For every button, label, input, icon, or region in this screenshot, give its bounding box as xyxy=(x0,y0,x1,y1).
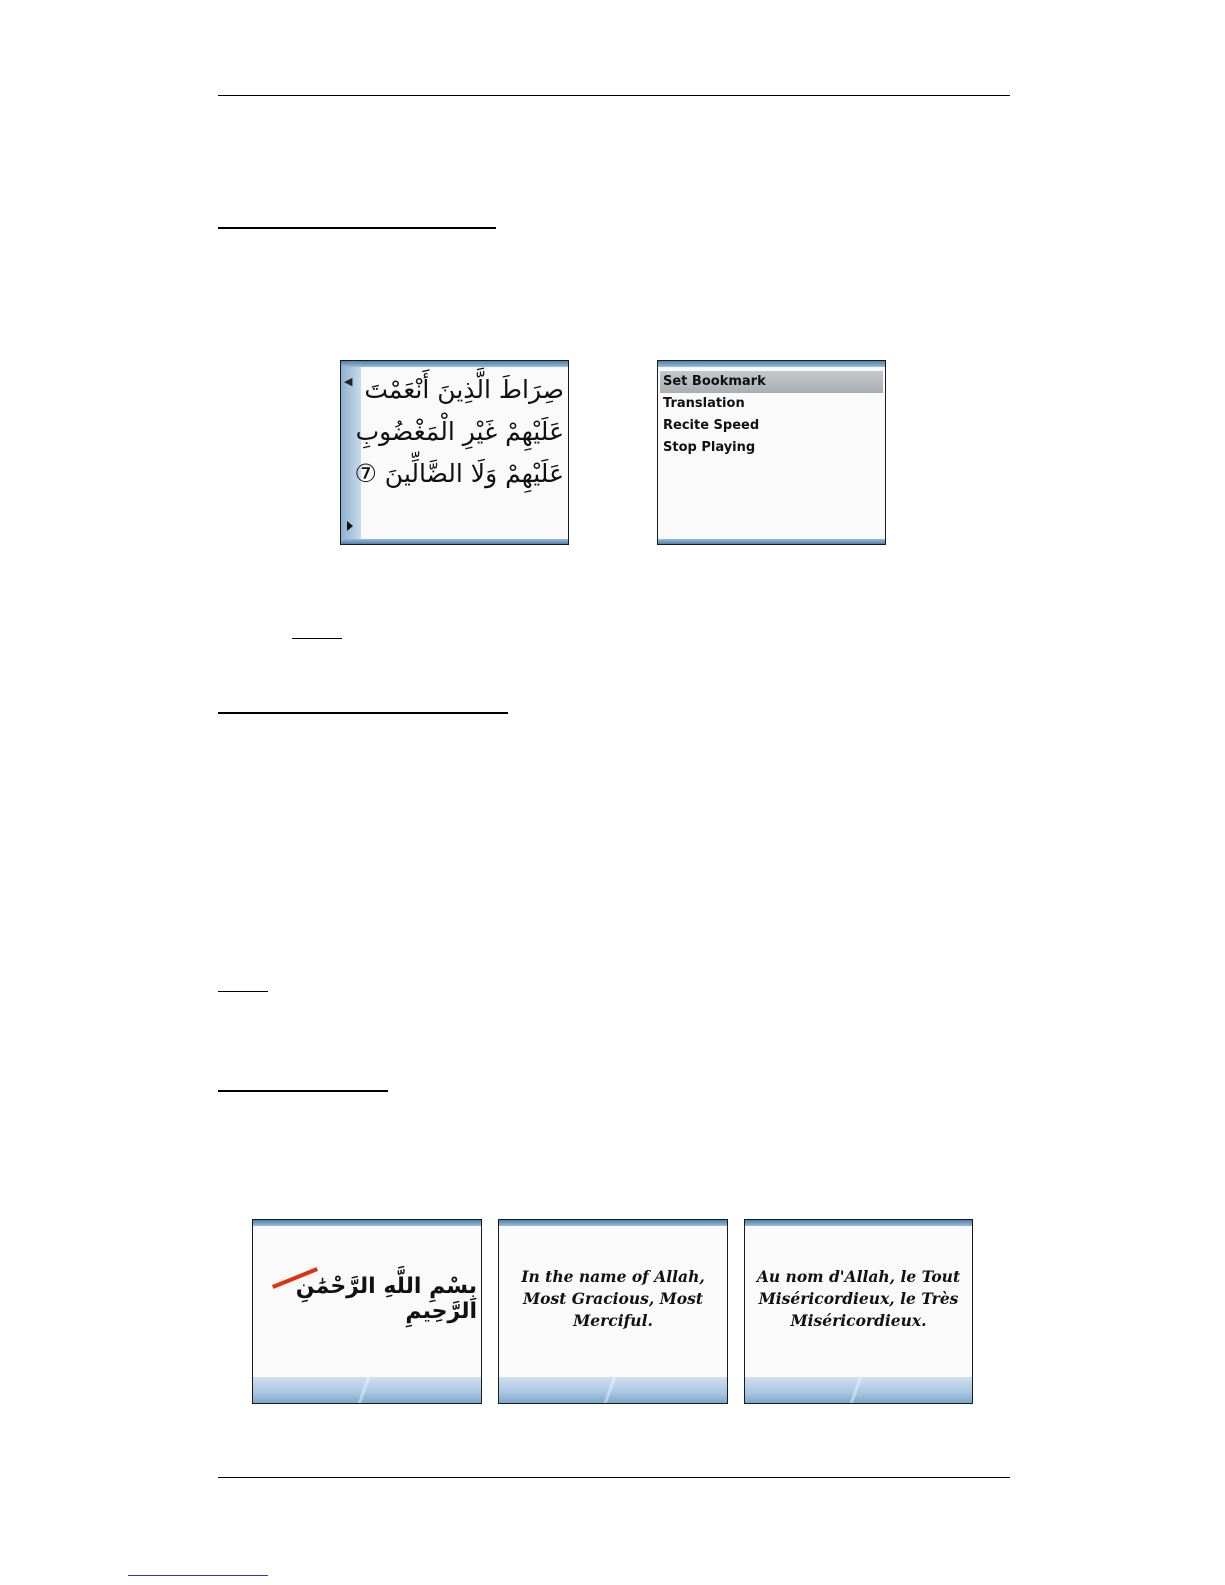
bismillah-text: بِسْمِ اللَّهِ الرَّحْمَٰنِ الرَّحِيمِ xyxy=(295,1273,477,1324)
verse-text xyxy=(354,369,564,495)
quran-screen xyxy=(340,360,569,545)
footer-link-underline[interactable] xyxy=(128,1575,268,1577)
note-underline xyxy=(218,991,268,992)
play-arrow-icon[interactable] xyxy=(347,521,353,531)
verse-line: عَلَيْهِمْ غَيْرِ الْمَغْضُوبِ xyxy=(355,417,564,446)
soft-key-bar[interactable] xyxy=(745,1377,972,1403)
title-bar xyxy=(341,361,568,367)
translation-text: Au nom d'Allah, le Tout Miséricordieux, le Très Miséricordieux. xyxy=(756,1266,961,1330)
translation-text: In the name of Allah, Most Gracious, Most Merciful. xyxy=(521,1266,705,1330)
bismillah-calligraphy xyxy=(257,1220,477,1377)
title-bar xyxy=(658,361,885,367)
section-heading-underline xyxy=(218,227,496,229)
menu-item-translation[interactable]: Translation xyxy=(663,396,745,411)
soft-key-bar[interactable] xyxy=(253,1377,481,1403)
section-heading-underline xyxy=(218,1090,388,1092)
verse-line: صِرَاطَ الَّذِينَ أَنْعَمْتَ xyxy=(364,375,564,404)
menu-item-recite-speed[interactable]: Recite Speed xyxy=(663,418,760,433)
status-bar xyxy=(341,539,568,544)
section-heading-underline xyxy=(218,712,508,714)
menu-screen xyxy=(657,360,886,545)
footer-rule xyxy=(218,1477,1010,1478)
english-translation-screen xyxy=(498,1219,728,1404)
french-translation-screen xyxy=(744,1219,973,1404)
header-rule xyxy=(218,95,1010,96)
verse-line: عَلَيْهِمْ وَلَا الضَّالِّينَ ⑦ xyxy=(354,459,564,488)
menu-item-set-bookmark[interactable]: Set Bookmark xyxy=(660,371,883,393)
bismillah-screen xyxy=(252,1219,482,1404)
soft-key-bar[interactable] xyxy=(499,1377,727,1403)
note-underline xyxy=(292,638,342,639)
audio-icon[interactable]: ◀ xyxy=(344,375,353,388)
menu-item-stop-playing[interactable]: Stop Playing xyxy=(663,440,756,455)
context-menu xyxy=(660,371,883,459)
status-bar xyxy=(658,539,885,544)
